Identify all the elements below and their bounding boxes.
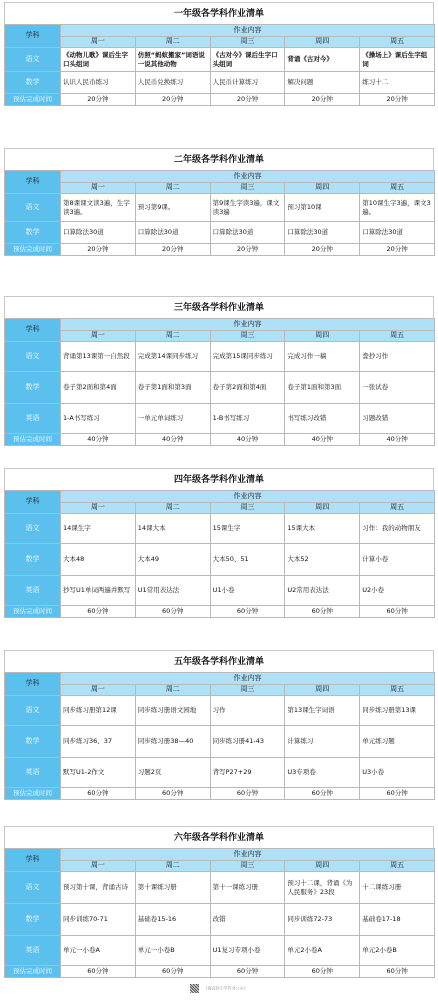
section-title: 一年级各学科作业清单 [4,2,434,24]
homework-cell: 《古对今》课后生字口头组词 [210,48,285,72]
homework-cell: 一单元单词练习 [135,404,210,434]
homework-cell: 习作 [210,696,285,726]
time-cell: 60分钟 [135,788,210,800]
table-row [5,726,435,758]
homework-cell: 习题改错 [360,404,435,434]
homework-cell: 口算除法30道 [360,222,435,244]
homework-cell: 预习第9课。 [135,194,210,222]
table-row [5,544,435,576]
table-row [5,72,435,94]
homework-cell: 第13课生字词语 [285,696,360,726]
subject-label: 英语 [5,758,61,788]
time-cell: 60分钟 [285,966,360,978]
time-cell: 20分钟 [210,244,285,256]
day-header: 周三 [210,331,285,342]
homework-cell: 《操场上》课后生字组词 [360,48,435,72]
subject-label: 数学 [5,72,61,94]
day-header: 周四 [285,183,360,194]
homework-table [4,490,435,618]
day-header: 周四 [285,37,360,48]
homework-cell: 卷子第2面和第4面 [61,372,136,404]
time-cell: 20分钟 [61,244,136,256]
section-title: 五年级各学科作业清单 [4,650,434,672]
grade-section-3 [4,296,434,446]
time-cell: 40分钟 [61,434,136,446]
homework-cell: 书写练习改错 [285,404,360,434]
day-header: 周四 [285,503,360,514]
subject-label: 语文 [5,194,61,222]
day-header: 周四 [285,861,360,872]
homework-cell: 1-B书写练习 [210,404,285,434]
subject-label: 英语 [5,404,61,434]
table-row [5,342,435,372]
time-cell: 60分钟 [360,606,435,618]
homework-cell: 抄写U1单词两遍并默写 [61,576,136,606]
homework-cell: 同步练习册第13课 [360,696,435,726]
homework-cell: 口算除法30道 [210,222,285,244]
subject-header: 学科 [5,673,61,696]
homework-cell: 完成第15课同步练习 [210,342,285,372]
homework-cell: U3小卷 [360,758,435,788]
homework-table [4,672,435,800]
time-cell: 60分钟 [135,606,210,618]
homework-cell: 单元2小卷B [360,936,435,966]
table-row [5,222,435,244]
content-header: 作业内容 [61,849,435,861]
time-cell: 60分钟 [210,606,285,618]
homework-cell: 大本48 [61,544,136,576]
day-header: 周三 [210,183,285,194]
table-row [5,194,435,222]
homework-cell: U1复习专项小卷 [210,936,285,966]
day-header: 周五 [360,183,435,194]
time-label: 预估完成时间 [5,244,61,256]
homework-cell: 同步练习册41-43 [210,726,285,758]
homework-cell: 练习十二 [360,72,435,94]
homework-cell: 基础卷15-16 [135,904,210,936]
time-cell: 40分钟 [360,434,435,446]
grade-section-6 [4,826,434,978]
homework-cell: 同步练习册语文园地 [135,696,210,726]
homework-cell: 完成第14课同步练习 [135,342,210,372]
section-title: 三年级各学科作业清单 [4,296,434,318]
homework-cell: 背诵第13课第一自然段 [61,342,136,372]
day-header: 周三 [210,685,285,696]
homework-cell: 15课生字 [210,514,285,544]
day-header: 周一 [61,183,136,194]
time-label: 预估完成时间 [5,94,61,106]
subject-label: 语文 [5,872,61,904]
grade-section-2 [4,148,434,256]
homework-cell: 卷子第1面和第3面 [135,372,210,404]
time-cell: 60分钟 [135,966,210,978]
homework-cell: 预习第10课 [285,194,360,222]
homework-cell: 计算小卷 [360,544,435,576]
day-header: 周五 [360,503,435,514]
day-header: 周四 [285,331,360,342]
table-row [5,404,435,434]
homework-cell: 预习十二课，背诵《为人民服务》23段 [285,872,360,904]
subject-label: 英语 [5,936,61,966]
homework-cell: 改错 [210,904,285,936]
homework-cell: 基础卷17-18 [360,904,435,936]
homework-cell: 大本52 [285,544,360,576]
homework-cell: 单元2小卷A [285,936,360,966]
section-title: 六年级各学科作业清单 [4,826,434,848]
subject-label: 语文 [5,696,61,726]
homework-cell: 同步练习册38—40 [135,726,210,758]
homework-table [4,848,435,978]
day-header: 周二 [135,503,210,514]
grade-section-4 [4,468,434,618]
day-header: 周二 [135,37,210,48]
day-header: 周四 [285,685,360,696]
homework-cell: 同步训练70-71 [61,904,136,936]
homework-cell: 同步练习册第12课 [61,696,136,726]
table-row [5,514,435,544]
subject-label: 数学 [5,222,61,244]
day-header: 周三 [210,861,285,872]
time-label: 预估完成时间 [5,606,61,618]
subject-label: 语文 [5,48,61,72]
subject-header: 学科 [5,491,61,514]
homework-cell: 第9课生字读3遍，课文读3遍 [210,194,285,222]
content-header: 作业内容 [61,25,435,37]
day-header: 周二 [135,183,210,194]
content-header: 作业内容 [61,319,435,331]
time-cell: 40分钟 [285,434,360,446]
homework-cell: 默写U1-2作文 [61,758,136,788]
homework-table [4,318,435,446]
content-header: 作业内容 [61,673,435,685]
day-header: 周五 [360,331,435,342]
day-header: 周三 [210,503,285,514]
homework-cell: 计算练习 [285,726,360,758]
homework-cell: U1小卷 [210,576,285,606]
footer [0,984,438,998]
homework-cell: 誊抄习作 [360,342,435,372]
homework-cell: 第8课课文读3遍，生字读3遍。 [61,194,136,222]
homework-cell: 习作：我的动物朋友 [360,514,435,544]
qr-code-icon [190,984,199,993]
homework-cell: 仿照“蚂蚁搬家”词语说一说其他动物 [135,48,210,72]
time-cell: 60分钟 [360,966,435,978]
homework-cell: 口算除法30道 [135,222,210,244]
time-cell: 20分钟 [360,244,435,256]
homework-cell: 习题2页 [135,758,210,788]
subject-label: 数学 [5,544,61,576]
day-header: 周一 [61,503,136,514]
time-cell: 60分钟 [210,966,285,978]
homework-cell: 预习第十课，背诵古诗 [61,872,136,904]
time-cell: 60分钟 [210,788,285,800]
footer-text: 《海淀区小学作业公示》 [203,985,248,991]
homework-cell: 第十一课练习册 [210,872,285,904]
grade-section-1 [4,2,434,106]
time-cell: 20分钟 [360,94,435,106]
homework-cell: 单元一小卷A [61,936,136,966]
day-header: 周一 [61,685,136,696]
day-header: 周五 [360,37,435,48]
homework-cell: 解决问题 [285,72,360,94]
content-header: 作业内容 [61,491,435,503]
homework-cell: 背写P27+29 [210,758,285,788]
homework-cell: 人民币计算练习 [210,72,285,94]
homework-cell: 14课大本 [135,514,210,544]
content-header: 作业内容 [61,171,435,183]
homework-table [4,24,435,106]
subject-label: 语文 [5,342,61,372]
homework-cell: 单元练习题 [360,726,435,758]
homework-cell: 卷子第1面和第3面 [285,372,360,404]
time-label: 预估完成时间 [5,434,61,446]
time-cell: 20分钟 [210,94,285,106]
time-cell: 60分钟 [61,606,136,618]
homework-cell: 1-A书写练习 [61,404,136,434]
table-row [5,872,435,904]
homework-cell: 背诵《古对今》 [285,48,360,72]
homework-cell: 一张试卷 [360,372,435,404]
homework-cell: U3专项卷 [285,758,360,788]
homework-cell: U1常用表达法 [135,576,210,606]
time-cell: 60分钟 [285,606,360,618]
homework-cell: U2常用表达法 [285,576,360,606]
subject-label: 数学 [5,904,61,936]
homework-cell: 大本49 [135,544,210,576]
time-cell: 60分钟 [61,788,136,800]
homework-cell: 同步练习36、37 [61,726,136,758]
day-header: 周二 [135,861,210,872]
grade-section-5 [4,650,434,800]
day-header: 周三 [210,37,285,48]
section-title: 二年级各学科作业清单 [4,148,434,170]
homework-cell: 大本50、51 [210,544,285,576]
homework-cell: 同步训练72-73 [285,904,360,936]
subject-label: 英语 [5,576,61,606]
homework-cell: 口算除法30道 [285,222,360,244]
table-row [5,372,435,404]
homework-cell: 认识人民币练习 [61,72,136,94]
time-label: 预估完成时间 [5,788,61,800]
homework-cell: 卷子第2面和第4面 [210,372,285,404]
day-header: 周一 [61,861,136,872]
subject-header: 学科 [5,319,61,342]
homework-cell: 单元一小卷B [135,936,210,966]
subject-header: 学科 [5,25,61,48]
homework-cell: 第十课练习册 [135,872,210,904]
day-header: 周一 [61,331,136,342]
day-header: 周一 [61,37,136,48]
time-cell: 20分钟 [285,94,360,106]
time-cell: 60分钟 [360,788,435,800]
subject-label: 数学 [5,372,61,404]
table-row [5,904,435,936]
homework-cell: 口算除法30道 [61,222,136,244]
day-header: 周五 [360,861,435,872]
time-cell: 40分钟 [210,434,285,446]
table-row [5,576,435,606]
homework-cell: 第10课生字3遍，课文3遍。 [360,194,435,222]
table-row [5,936,435,966]
time-label: 预估完成时间 [5,966,61,978]
homework-cell: U2小卷 [360,576,435,606]
time-cell: 40分钟 [135,434,210,446]
homework-cell: 15课大本 [285,514,360,544]
subject-header: 学科 [5,849,61,872]
subject-label: 语文 [5,514,61,544]
time-cell: 20分钟 [61,94,136,106]
time-cell: 20分钟 [285,244,360,256]
day-header: 周二 [135,685,210,696]
homework-table [4,170,435,256]
day-header: 周二 [135,331,210,342]
table-row [5,758,435,788]
time-cell: 20分钟 [135,94,210,106]
table-row [5,696,435,726]
time-cell: 60分钟 [285,788,360,800]
section-title: 四年级各学科作业清单 [4,468,434,490]
day-header: 周五 [360,685,435,696]
time-cell: 60分钟 [61,966,136,978]
subject-header: 学科 [5,171,61,194]
subject-label: 数学 [5,726,61,758]
homework-cell: 14课生字 [61,514,136,544]
homework-cell: 完成习作一稿 [285,342,360,372]
homework-cell: 十二课练习册 [360,872,435,904]
homework-cell: 人民币兑换练习 [135,72,210,94]
homework-cell: 《动物儿歌》课后生字口头组词 [61,48,136,72]
table-row [5,48,435,72]
time-cell: 20分钟 [135,244,210,256]
